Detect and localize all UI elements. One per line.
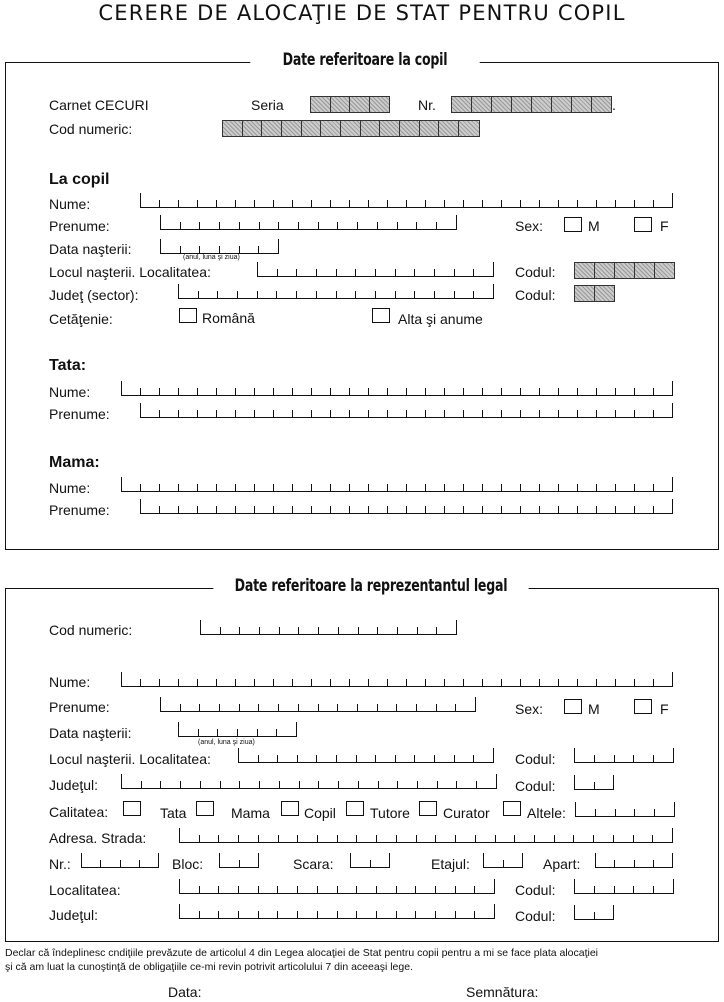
calitatea-altele-checkbox[interactable] [503, 801, 521, 816]
calitatea-tutore-label: Tutore [370, 805, 410, 821]
section-child-title: Date referitoare la copil [250, 50, 479, 70]
nr-label: Nr. [418, 97, 436, 113]
calitatea-curator-checkbox[interactable] [419, 801, 437, 816]
calitatea-mama-label: Mama [231, 805, 270, 821]
nr-field[interactable] [451, 96, 612, 113]
rep-dob-hint: (anul, luna şi ziua) [198, 739, 255, 746]
rep-dob-field[interactable] [178, 722, 297, 737]
etajul-field[interactable] [483, 853, 523, 868]
rep-judetul2-field[interactable] [179, 904, 495, 919]
rep-sex-m-label: M [588, 701, 600, 717]
etajul-label: Etajul: [431, 856, 470, 872]
bloc-label: Bloc: [172, 856, 204, 872]
rep-localitatea-label: Localitatea: [49, 882, 121, 898]
rep-prenume-field[interactable] [160, 697, 476, 712]
rep-codul-label: Codul: [515, 751, 556, 767]
calitatea-tata-label: Tata [160, 805, 187, 821]
child-sex-m-checkbox[interactable] [564, 217, 582, 232]
cod-numeric-field[interactable] [222, 120, 480, 137]
carnet-label: Carnet CECURI [49, 97, 149, 113]
nr-adresa-label: Nr.: [49, 856, 71, 872]
child-locul-label: Locul naşterii. Localitatea: [49, 264, 211, 280]
cod-numeric-label: Cod numeric: [49, 121, 133, 137]
rep-judetul-field[interactable] [121, 774, 497, 789]
rep-localitatea-field[interactable] [179, 879, 495, 894]
rep-judetul2-label: Judeţul: [49, 907, 99, 923]
section-representative-title: Date referitoare la reprezentantul legal [213, 576, 528, 596]
rep-codul4-label: Codul: [515, 908, 556, 924]
romana-checkbox[interactable] [179, 308, 197, 323]
calitatea-copil-label: Copil [304, 805, 336, 821]
child-cetatenie-label: Cetăţenie: [49, 311, 113, 327]
semnatura-label: Semnătura: [466, 984, 539, 1000]
calitatea-altele-field[interactable] [575, 802, 675, 817]
child-codul2-field[interactable] [574, 285, 615, 302]
father-prenume-label: Prenume: [49, 406, 110, 422]
mother-heading: Mama: [49, 454, 100, 471]
apart-field[interactable] [595, 853, 673, 868]
child-prenume-label: Prenume: [49, 218, 110, 234]
declaration-line-2: şi că am luat la cunoştinţă de obligaţiile ce-mi revin potrivit articolului 7 din aceeaşi lege. [5, 961, 413, 973]
mother-nume-field[interactable] [121, 477, 673, 492]
father-prenume-field[interactable] [140, 403, 673, 418]
calitatea-copil-checkbox[interactable] [281, 801, 299, 816]
calitatea-curator-label: Curator [443, 805, 490, 821]
bloc-field[interactable] [219, 853, 259, 868]
mother-nume-label: Nume: [49, 480, 91, 496]
child-dob-label: Data naşterii: [49, 241, 132, 257]
child-heading: La copil [49, 171, 110, 188]
child-nume-field[interactable] [140, 193, 673, 208]
declaration-line-1: Declar că îndeplinesc cndiţiile prevăzute de articolul 4 din Legea alocaţiei de Stat pentru copii pentru a mi se face plata alocaţiei [5, 947, 599, 959]
father-nume-label: Nume: [49, 384, 91, 400]
child-sex-m-label: M [588, 218, 600, 234]
mother-prenume-field[interactable] [140, 499, 673, 514]
data-label: Data: [168, 984, 202, 1000]
rep-sex-f-checkbox[interactable] [634, 699, 652, 714]
rep-codul2-label: Codul: [515, 778, 556, 794]
calitatea-label: Calitatea: [49, 804, 109, 820]
child-nume-label: Nume: [49, 196, 91, 212]
adresa-field[interactable] [179, 828, 673, 843]
child-judet-label: Judeţ (sector): [49, 287, 139, 303]
rep-sex-m-checkbox[interactable] [564, 699, 582, 714]
child-codul-label: Codul: [515, 264, 556, 280]
seria-label: Seria [251, 97, 284, 113]
alta-label: Alta şi anume [398, 311, 483, 327]
form-title: CERERE DE ALOCAŢIE DE STAT PENTRU COPIL [98, 1, 626, 25]
child-sex-f-label: F [660, 218, 669, 234]
adresa-label: Adresa. Strada: [49, 830, 147, 846]
rep-sex-label: Sex: [515, 701, 544, 717]
nr-dot: . [612, 97, 616, 113]
romana-label: Română [202, 310, 255, 326]
calitatea-tata-checkbox[interactable] [123, 801, 141, 816]
calitatea-mama-checkbox[interactable] [196, 801, 214, 816]
scara-label: Scara: [293, 856, 334, 872]
rep-dob-label: Data naşterii: [49, 725, 132, 741]
child-sex-f-checkbox[interactable] [634, 217, 652, 232]
child-locul-field[interactable] [257, 262, 494, 277]
father-heading: Tata: [49, 357, 87, 374]
rep-nume-field[interactable] [121, 672, 673, 687]
rep-codul4-field[interactable] [574, 905, 614, 920]
rep-locul-label: Locul naşterii. Localitatea: [49, 751, 211, 767]
rep-codul2-field[interactable] [574, 775, 614, 790]
calitatea-altele-label: Altele: [527, 805, 566, 821]
rep-judetul-label: Judeţul: [49, 777, 99, 793]
apart-label: Apart: [543, 856, 581, 872]
scara-field[interactable] [350, 853, 390, 868]
child-dob-field[interactable] [160, 239, 279, 254]
alta-checkbox[interactable] [372, 308, 390, 323]
father-nume-field[interactable] [121, 381, 673, 396]
child-sex-label: Sex: [515, 218, 544, 234]
seria-field[interactable] [310, 96, 390, 113]
rep-sex-f-label: F [660, 701, 669, 717]
child-codul2-label: Codul: [515, 287, 556, 303]
rep-locul-field[interactable] [238, 748, 494, 763]
child-judet-field[interactable] [178, 284, 494, 299]
rep-prenume-label: Prenume: [49, 699, 110, 715]
child-codul-field[interactable] [574, 262, 675, 279]
rep-codul3-label: Codul: [515, 882, 556, 898]
rep-nume-label: Nume: [49, 674, 91, 690]
rep-codul-field[interactable] [574, 748, 674, 763]
rep-cod-numeric-label: Cod numeric: [49, 622, 133, 638]
nr-adresa-field[interactable] [81, 853, 159, 868]
child-prenume-field[interactable] [160, 215, 457, 230]
calitatea-tutore-checkbox[interactable] [346, 801, 364, 816]
mother-prenume-label: Prenume: [49, 502, 110, 518]
rep-cod-numeric-field[interactable] [200, 620, 457, 635]
child-dob-hint: (anul, luna şi ziua) [183, 254, 240, 261]
rep-codul3-field[interactable] [574, 879, 674, 894]
